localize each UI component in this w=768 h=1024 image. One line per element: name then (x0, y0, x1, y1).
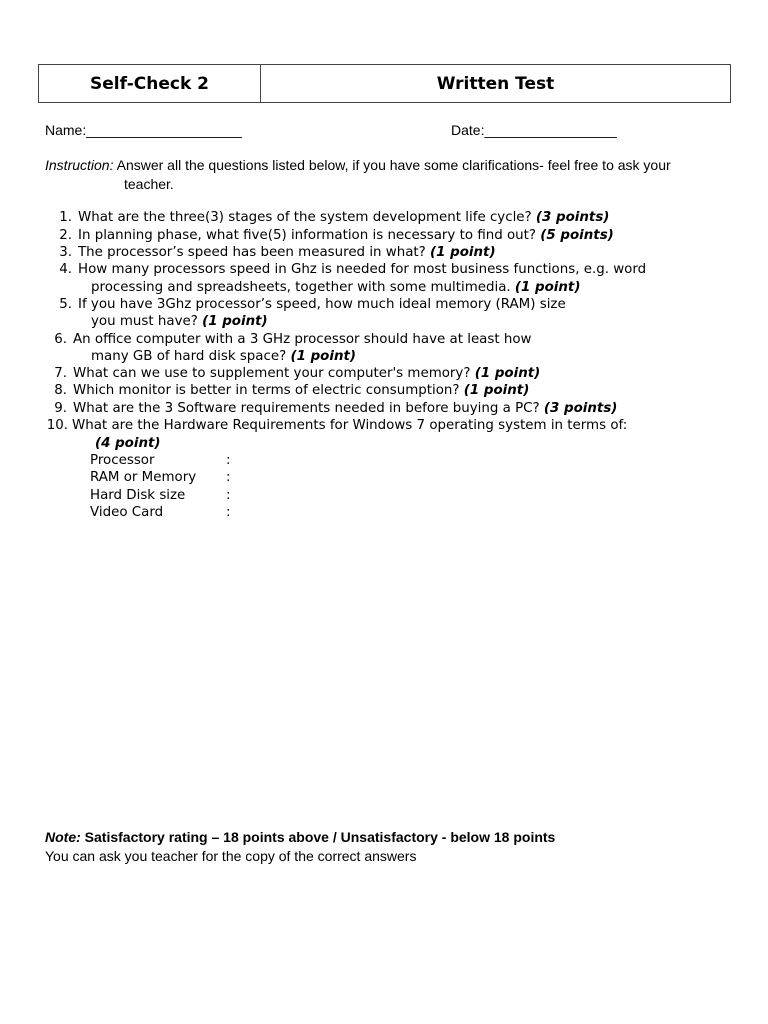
hw-video-colon: : (226, 505, 231, 520)
question-10-points: (4 point) (95, 436, 161, 451)
question-5: 5. If you have 3Ghz processor’s speed, how much ideal memory (RAM) size (59, 297, 566, 312)
instruction (45, 157, 671, 174)
note (45, 829, 555, 845)
hw-ram-colon: : (226, 470, 231, 485)
question-1: 1. What are the three(3) stages of the system development life cycle? (3 points) (59, 210, 610, 225)
name-field: Name:____________________ (45, 122, 242, 138)
question-8: 8. Which monitor is better in terms of electric consumption? (1 point) (54, 383, 530, 398)
question-2: 2. In planning phase, what five(5) information is necessary to find out? (5 points) (59, 228, 614, 243)
date-field: Date:_________________ (451, 122, 617, 138)
question-6: 6. An office computer with a 3 GHz processor should have at least how (54, 332, 532, 347)
header-table (38, 64, 731, 103)
instruction-label: Instruction: (45, 157, 114, 173)
written-test-title: Written Test (261, 65, 731, 103)
question-6-continued: many GB of hard disk space? (1 point) (91, 349, 357, 364)
instruction-text: Answer all the questions listed below, if you have some clarifications- feel free to ask your (113, 157, 671, 173)
note-followup: You can ask you teacher for the copy of the correct answers (45, 848, 417, 864)
hw-processor-colon: : (226, 453, 231, 468)
hw-disk-colon: : (226, 488, 231, 503)
question-4: 4. How many processors speed in Ghz is needed for most business functions, e.g. word (59, 262, 647, 277)
question-4-continued: processing and spreadsheets, together with some multimedia. (1 point) (91, 280, 581, 295)
question-10: 10. What are the Hardware Requirements for Windows 7 operating system in terms of: (46, 418, 628, 433)
hw-video-label: Video Card (90, 505, 164, 520)
note-text: Satisfactory rating – 18 points above / Unsatisfactory - below 18 points (80, 829, 556, 845)
instruction-continued: teacher. (124, 176, 174, 192)
question-9: 9. What are the 3 Software requirements needed in before buying a PC? (3 points) (54, 401, 618, 416)
hw-disk-label: Hard Disk size (90, 488, 186, 503)
question-7: 7. What can we use to supplement your computer's memory? (1 point) (54, 366, 541, 381)
hw-ram-label: RAM or Memory (90, 470, 197, 485)
note-lead: Note: (45, 829, 81, 845)
question-5-continued: you must have? (1 point) (91, 314, 268, 329)
hw-processor-label: Processor (90, 453, 155, 468)
question-3: 3. The processor’s speed has been measured in what? (1 point) (59, 245, 496, 260)
self-check-title: Self-Check 2 (39, 65, 261, 103)
